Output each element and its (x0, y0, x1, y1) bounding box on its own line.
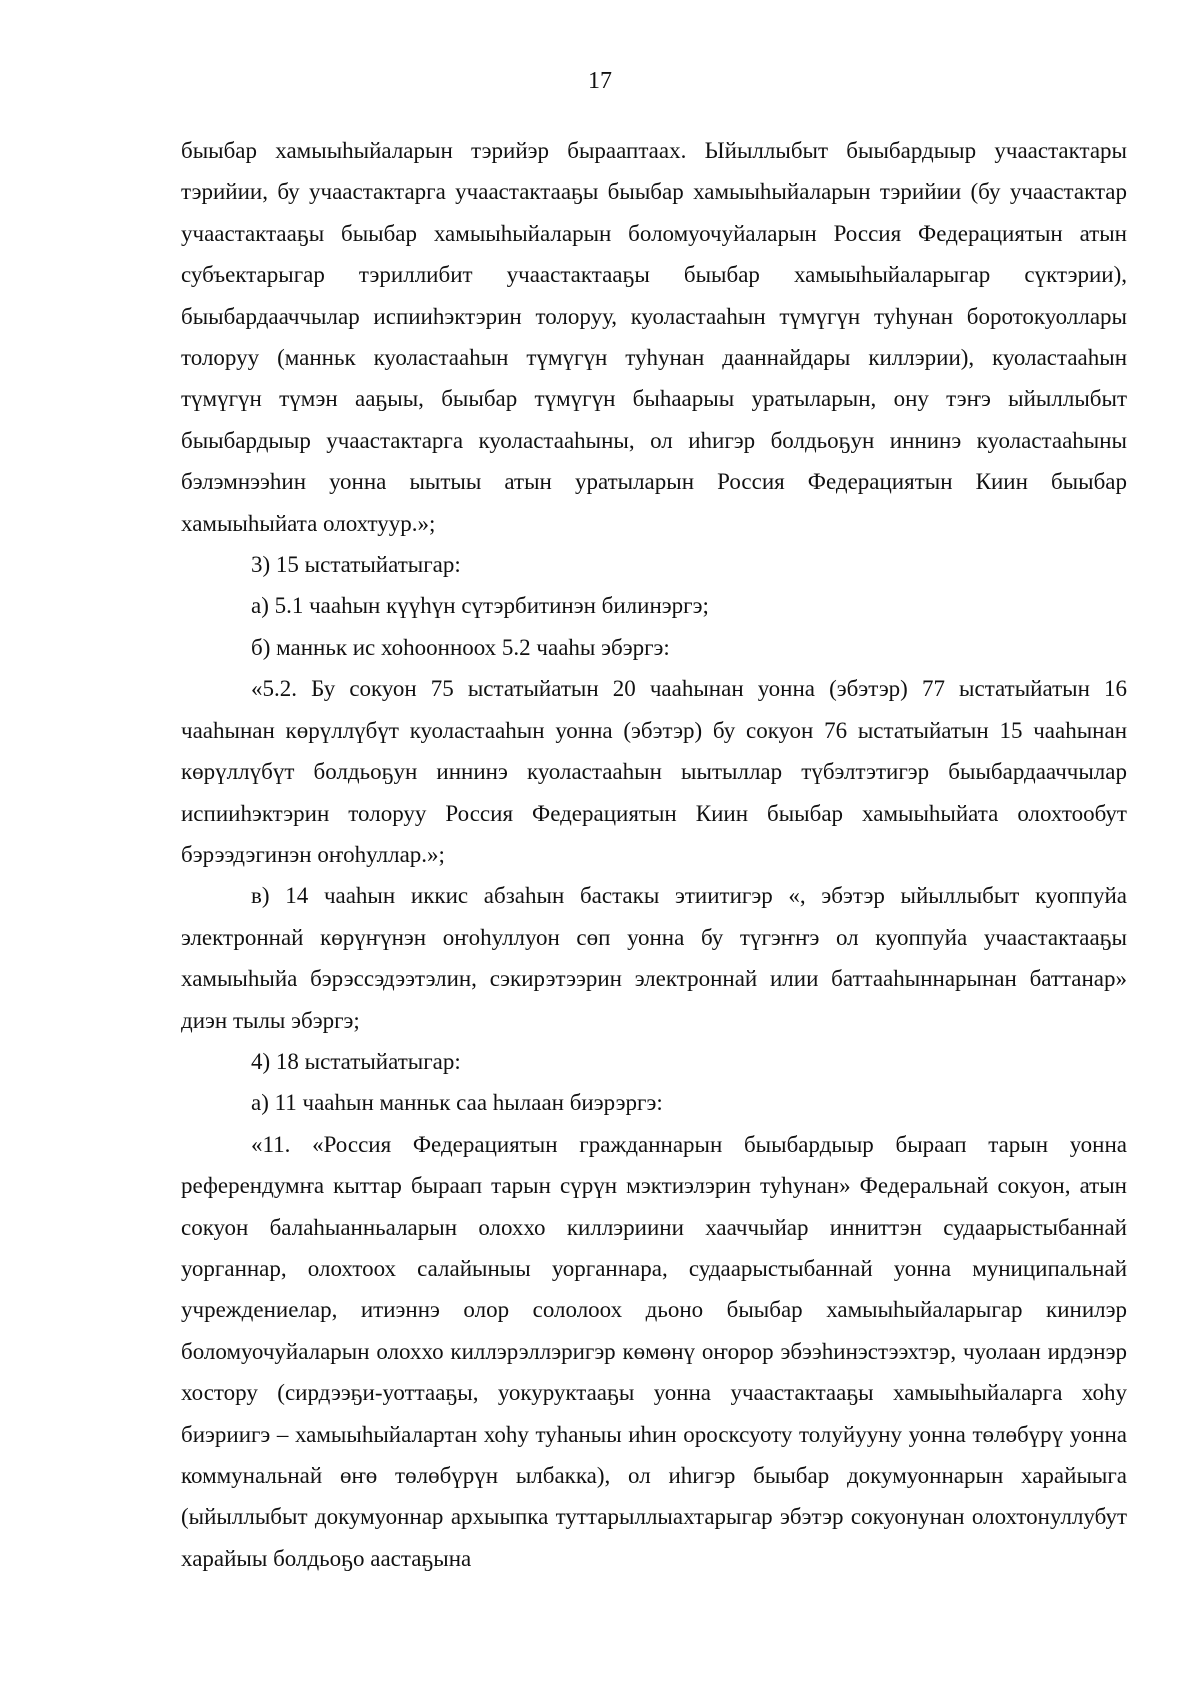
paragraph-subitem-v: в) 14 чааһын иккис абзаһын бастакы этиитигэр «, эбэтэр ыйыллыбыт куоппуйа электроннай көрүҥүнэн оҥоһуллуон сөп уонна бу түгэҥҥэ ол куоппуйа учаастактааҕы хамыыһыйа бэрэссэдээтэлин, сэкирэтээрин электроннай илии баттааһыннарынан баттанар» диэн тылы эбэргэ; (181, 883, 1127, 1033)
paragraph-continuation: быыбар хамыыһыйаларын тэрийэр бырааптаах. Ыйыллыбыт быыбардыыр учаастактары тэрийии, бу учаастактарга учаастактааҕы быыбар хамыыһыйаларын тэрийии (бу учаастактар учаастактааҕы быыбар хамыыһыйаларын боломуочуйаларын Россия Федерациятын атын субъектарыгар тэриллибит учаастактааҕы быыбар хамыыһыйаларыгар сүктэрии), быыбардааччылар испииһэктэрин толоруу, куоластааһын түмүгүн туһунан боротокуоллары толоруу (манньк куоластааһын түмүгүн туһунан дааннайдары киллэрии), куоластааһын түмүгүн түмэн ааҕыы, быыбар түмүгүн быһаарыы уратыларын, ону тэҥэ ыйыллыбыт быыбардыыр учаастактарга куоластааһыны, ол иһигэр болдьоҕун иннинэ куоластааһыны бэлэмнээһин уонна ыытыы атын уратыларын Россия Федерациятын Киин быыбар хамыыһыйата олохтуур.»; (181, 138, 1127, 536)
paragraph-subitem-a-2: а) 11 чааһын манньк саа һылаан биэрэргэ: (251, 1090, 663, 1116)
document-body (181, 130, 1127, 1579)
paragraph-item-4: 4) 18 ыстатыйатыгар: (251, 1048, 461, 1074)
paragraph-quote-11: «11. «Россия Федерациятын гражданнарын быыбардыыр быраап тарын уонна референдумҥа кыттар быраап тарын сүрүн мэктиэлэрин туһунан» Федеральнай сокуон, атын сокуон балаһыанньаларын олоххо киллэриини хааччыйар инниттэн судаарыстыбаннай уорганнар, олохтоох салайыныы уорганнара, судаарыстыбаннай уонна муниципальнай учреждениелар, итиэннэ олор сололоох дьоно быыбар хамыыһыйаларыгар кинилэр боломуочуйаларын олоххо киллэрэллэригэр көмөнү оҥорор эбээһинэстээхтэр, чуолаан ирдэнэр хостору (сирдээҕи-уоттааҕы, уокуруктааҕы уонна учаастактааҕы хамыыһыйаларга хоһу биэриигэ – хамыыһыйалартан хоһу туһаныы иһин оросксуоту толуйууну уонна төлөбүрү уонна коммунальнай өҥө төлөбүрүн ылбакка), ол иһигэр быыбар докумуоннарын харайыыга (ыйыллыбыт докумуоннар архыыпка туттарыллыахтарыгар эбэтэр сокуонунан олохтонуллубут харайыы болдьоҕо аастаҕына (181, 1131, 1127, 1571)
paragraph-item-3: 3) 15 ыстатыйатыгар: (251, 552, 461, 578)
paragraph-subitem-b: б) манньк ис хоһоонноох 5.2 чааһы эбэргэ: (251, 634, 670, 660)
paragraph-quote-5-2: «5.2. Бу сокуон 75 ыстатыйатын 20 чааһынан уонна (эбэтэр) 77 ыстатыйатын 16 чааһынан көрүллүбүт куоластааһын уонна (эбэтэр) бу сокуон 76 ыстатыйатын 15 чааһынан көрүллүбүт болдьоҕун иннинэ куоластааһын ыытыллар түбэлтэтигэр быыбардааччылар испииһэктэрин толоруу Россия Федерациятын Киин быыбар хамыыһыйата олохтообут бэрээдэгинэн оҥоһуллар.»; (181, 676, 1127, 867)
paragraph-subitem-a: а) 5.1 чааһын күүһүн сүтэрбитинэн билинэргэ; (251, 593, 709, 619)
page-number: 17 (588, 68, 612, 94)
